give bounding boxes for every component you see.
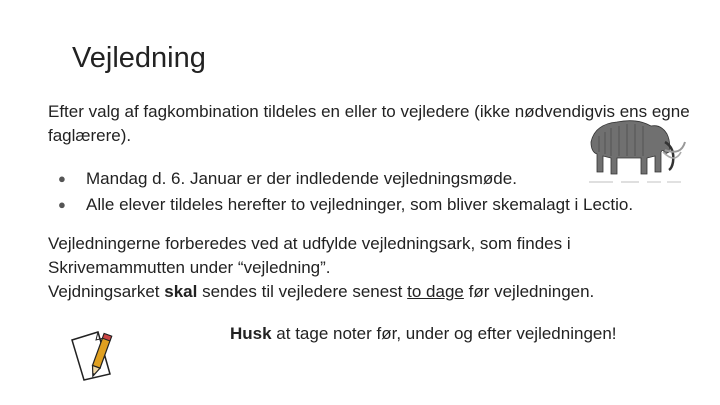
instructions-text: sendes til vejledere senest <box>197 282 408 301</box>
instructions-line: Vejledningerne forberedes ved at udfylde vejledningsark, som findes i <box>48 234 571 253</box>
mammoth-icon <box>577 112 689 188</box>
emphasis-skal: skal <box>164 282 198 301</box>
bullet-text: Mandag d. 6. Januar er der indledende vejledningsmøde. <box>86 169 517 188</box>
emphasis-to-dage: to dage <box>407 282 464 301</box>
reminder-rest: at tage noter før, under og efter vejledningen! <box>271 324 617 343</box>
reminder-text <box>230 322 617 346</box>
bullet-icon: ● <box>58 197 66 212</box>
instructions-line: Skrivemammutten under “vejledning”. <box>48 258 331 277</box>
slide-title: Vejledning <box>72 42 206 74</box>
instructions-text: Vejdningsarket <box>48 282 165 301</box>
reminder-bold: Husk <box>230 324 272 343</box>
bullet-item <box>48 166 633 192</box>
instructions-line <box>48 280 698 304</box>
bullet-icon: ● <box>58 171 66 186</box>
intro-paragraph: Efter valg af fagkombination tildeles en eller to vejledere (ikke nødvendigvis ens egne faglærere). <box>48 102 690 145</box>
pencil-paper-icon <box>66 326 122 382</box>
instructions-paragraph <box>48 232 698 304</box>
bullet-item <box>48 192 633 218</box>
bullet-text: Alle elever tildeles herefter to vejledninger, som bliver skemalagt i Lectio. <box>86 195 634 214</box>
bullet-list <box>48 166 633 218</box>
instructions-text: før vejledningen. <box>463 282 595 301</box>
